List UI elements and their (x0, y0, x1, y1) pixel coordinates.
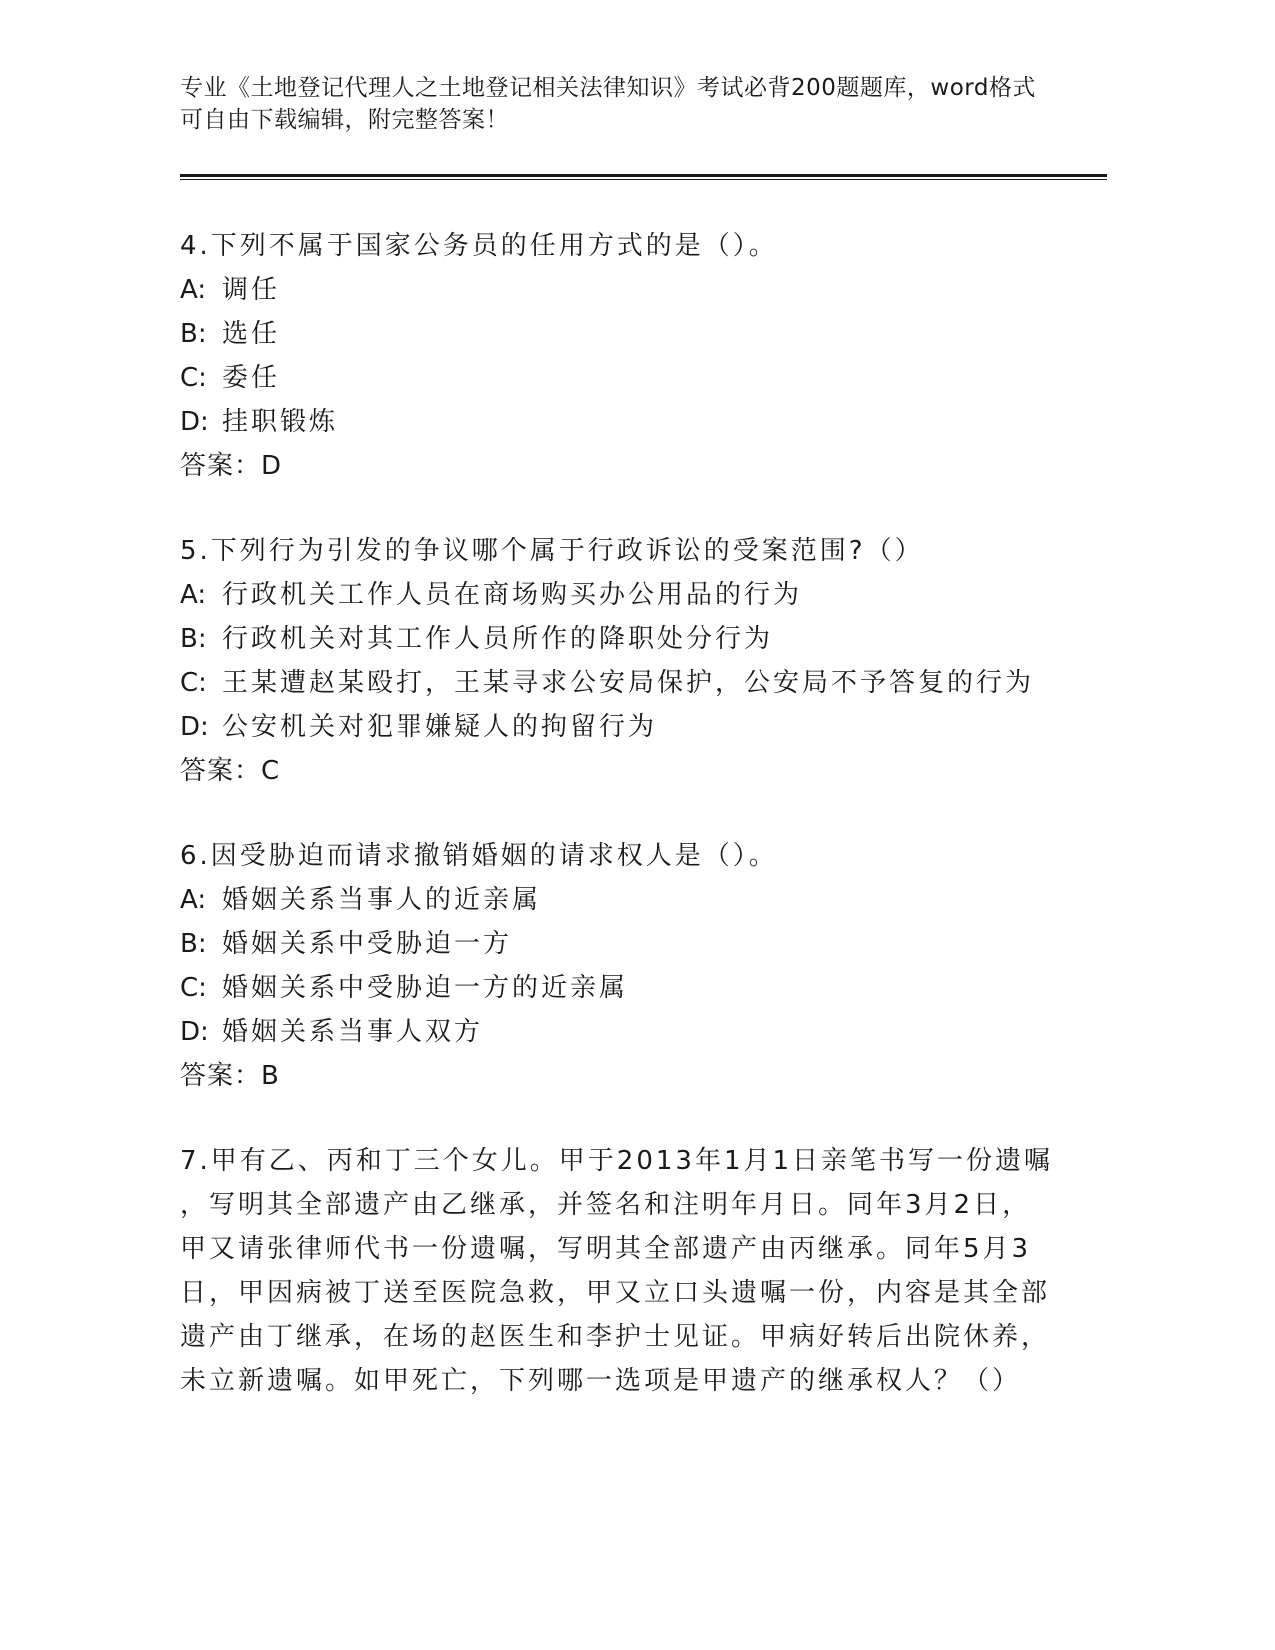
question-6 (180, 834, 1040, 1098)
option-letter: C: (180, 363, 207, 393)
header-divider-thick (180, 174, 1107, 177)
option-b (180, 312, 1040, 356)
answer-line: 答案：B (180, 1061, 280, 1091)
option-d (180, 705, 1040, 749)
option-text: 婚姻关系中受胁迫一方的近亲属 (222, 973, 629, 1003)
option-a (180, 878, 1040, 922)
option-text: 委任 (222, 363, 281, 393)
option-text: 行政机关对其工作人员所作的降职处分行为 (222, 624, 774, 654)
option-d (180, 1010, 1040, 1054)
option-a (180, 573, 1040, 617)
question-7 (180, 1139, 1054, 1403)
question-5 (180, 529, 1040, 793)
question-stem-line: 甲又请张律师代书一份遗嘱，写明其全部遗产由丙继承。同年5月3 (180, 1234, 1032, 1264)
option-text: 婚姻关系当事人的近亲属 (222, 885, 542, 915)
option-letter: A: (180, 885, 207, 915)
option-b (180, 617, 1040, 661)
document-header (180, 72, 1040, 136)
question-stem: 4.下列不属于国家公务员的任用方式的是（）。 (180, 231, 778, 261)
option-text: 选任 (222, 319, 281, 349)
option-b (180, 922, 1040, 966)
option-c (180, 356, 1040, 400)
header-divider-thin (180, 179, 1107, 180)
option-text: 婚姻关系当事人双方 (222, 1017, 484, 1047)
question-stem-line: 遗产由丁继承，在场的赵医生和李护士见证。甲病好转后出院休养， (180, 1322, 1051, 1352)
option-c (180, 661, 1040, 705)
option-letter: D: (180, 407, 209, 437)
option-letter: A: (180, 275, 207, 305)
question-stem-line: 7.甲有乙、丙和丁三个女儿。甲于2013年1月1日亲笔书写一份遗嘱 (180, 1146, 1054, 1176)
option-text: 行政机关工作人员在商场购买办公用品的行为 (222, 580, 803, 610)
question-stem-line: 日，甲因病被丁送至医院急救，甲又立口头遗嘱一份，内容是其全部 (180, 1278, 1051, 1308)
option-letter: B: (180, 319, 207, 349)
header-text: 专业《土地登记代理人之土地登记相关法律知识》考试必背200题题库，word格式可自由下载编辑，附完整答案！ (180, 75, 1036, 133)
option-d (180, 400, 1040, 444)
option-letter: C: (180, 973, 207, 1003)
question-stem: 6.因受胁迫而请求撤销婚姻的请求权人是（）。 (180, 841, 778, 871)
option-a (180, 268, 1040, 312)
option-letter: C: (180, 668, 207, 698)
answer-line: 答案：D (180, 451, 283, 481)
option-letter: A: (180, 580, 207, 610)
option-text: 王某遭赵某殴打，王某寻求公安局保护，公安局不予答复的行为 (222, 668, 1035, 698)
option-letter: D: (180, 1017, 209, 1047)
option-text: 调任 (222, 275, 281, 305)
question-stem-line: 未立新遗嘱。如甲死亡，下列哪一选项是甲遗产的继承权人？（） (180, 1366, 1022, 1396)
option-c (180, 966, 1040, 1010)
answer-line: 答案：C (180, 756, 281, 786)
question-stem: 5.下列行为引发的争议哪个属于行政诉讼的受案范围?（） (180, 536, 924, 566)
option-letter: B: (180, 929, 207, 959)
option-text: 婚姻关系中受胁迫一方 (222, 929, 513, 959)
question-stem-line: ，写明其全部遗产由乙继承，并签名和注明年月日。同年3月2日， (180, 1190, 1032, 1220)
option-letter: D: (180, 712, 209, 742)
option-text: 公安机关对犯罪嫌疑人的拘留行为 (222, 712, 658, 742)
option-text: 挂职锻炼 (222, 407, 339, 437)
option-letter: B: (180, 624, 207, 654)
question-4 (180, 224, 1040, 488)
